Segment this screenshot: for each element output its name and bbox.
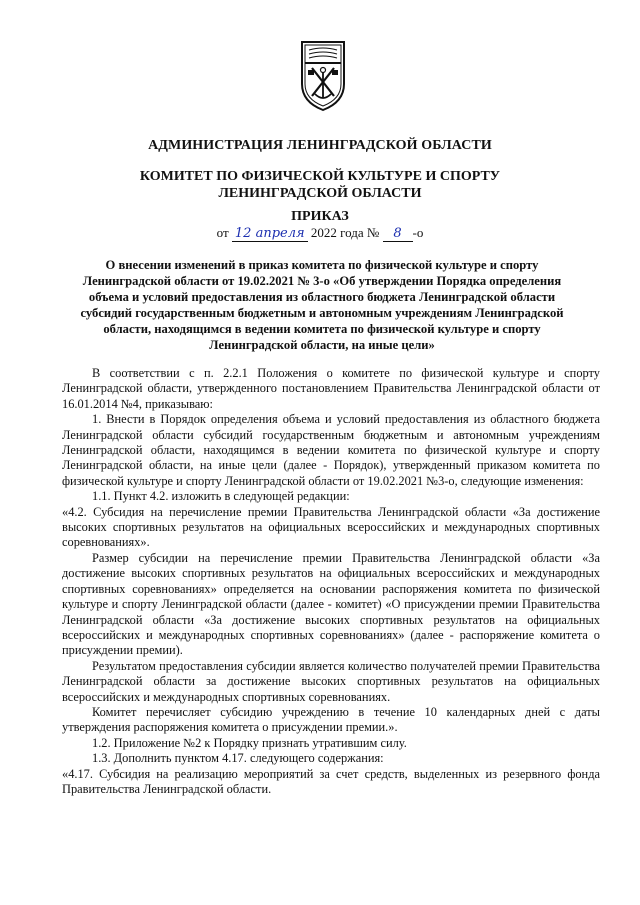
body-paragraph: 1.2. Приложение №2 к Порядку признать утратившим силу. [92,735,407,750]
committee-title-line2: ЛЕНИНГРАДСКОЙ ОБЛАСТИ [218,186,422,201]
body-paragraph: Комитет перечисляет субсидию учреждению в течение 10 календарных дней с даты утверждения распоряжения комитета о присуждении премии.». [62,704,600,735]
date-year: 2022 года № [310,225,380,240]
body-paragraph: 1. Внести в Порядок определения объема и условий предоставления из областного бюджета Ленинградской области субсидий государственным бюджетным и автономным учреждениям Ленинградской области, находящимся в ведении комитета по физической культуре и спорту Ленинградской области, на иные цели (далее - Порядок), утвержденный приказом комитета по физической культуре и спорту Ленинградской области от 19.02.2021 №3-о, следующие изменения: [62,412,600,488]
committee-title-line1: КОМИТЕТ ПО ФИЗИЧЕСКОЙ КУЛЬТУРЕ И СПОРТУ [139,169,501,184]
committee-title [0,168,640,202]
document-type: ПРИКАЗ [291,209,349,224]
coat-of-arms-emblem [298,40,348,112]
body-paragraph: В соответствии с п. 2.2.1 Положения о комитете по физической культуре и спорту Ленинградской области, утвержденного постановлением Правительства Ленинградской области от 16.01.2014 №4, приказываю: [62,366,600,411]
body-paragraph: 1.1. Пункт 4.2. изложить в следующей редакции: [92,489,350,504]
handwritten-order-number: 8 [383,226,413,242]
order-number-suffix: -о [412,225,424,240]
body-paragraph: Результатом предоставления субсидии является количество получателей премии Правительства Ленинградской области за достижение высоких спортивных результатов на официальных всероссийских и международных спортивных соревнованиях. [62,658,600,704]
date-prefix: от [216,225,229,240]
body-paragraph: «4.17. Субсидия на реализацию мероприятий за счет средств, выделенных из резервного фонда Правительства Ленинградской области. [62,766,600,796]
body-paragraph: Размер субсидии на перечисление премии Правительства Ленинградской области «За достижение высоких спортивных результатов на официальных всероссийских и международных спортивных соревнованиях» определяется на основании распоряжения комитета по физической культуре и спорту Ленинградской области (далее - комитет) «О присуждении премии Правительства Ленинградской области «За достижение высоких спортивных результатов на официальных всероссийских и международных спортивных соревнованиях» (далее - распоряжение комитета о присуждении премии). [62,550,600,658]
administration-title: АДМИНИСТРАЦИЯ ЛЕНИНГРАДСКОЙ ОБЛАСТИ [148,138,492,153]
order-subject: О внесении изменений в приказ комитета по физической культуре и спорту Ленинградской области от 19.02.2021 № 3-о «Об утверждении Порядка определения объема и условий предоставления из областного бюджета Ленинградской области субсидий государственным бюджетным и автономным учреждениям Ленинградской области, находящимся в ведении комитета по физической культуре и спорту Ленинградской области, на иные цели» [80,258,564,352]
order-body [62,366,600,797]
body-paragraph: 1.3. Дополнить пунктом 4.17. следующего содержания: [92,751,384,766]
handwritten-date: 12 апреля [232,226,308,242]
body-paragraph: «4.2. Субсидия на перечисление премии Правительства Ленинградской области «За достижение высоких спортивных результатов на официальных всероссийских и международных спортивных соревнованиях». [62,504,600,550]
order-date-line [0,225,640,242]
